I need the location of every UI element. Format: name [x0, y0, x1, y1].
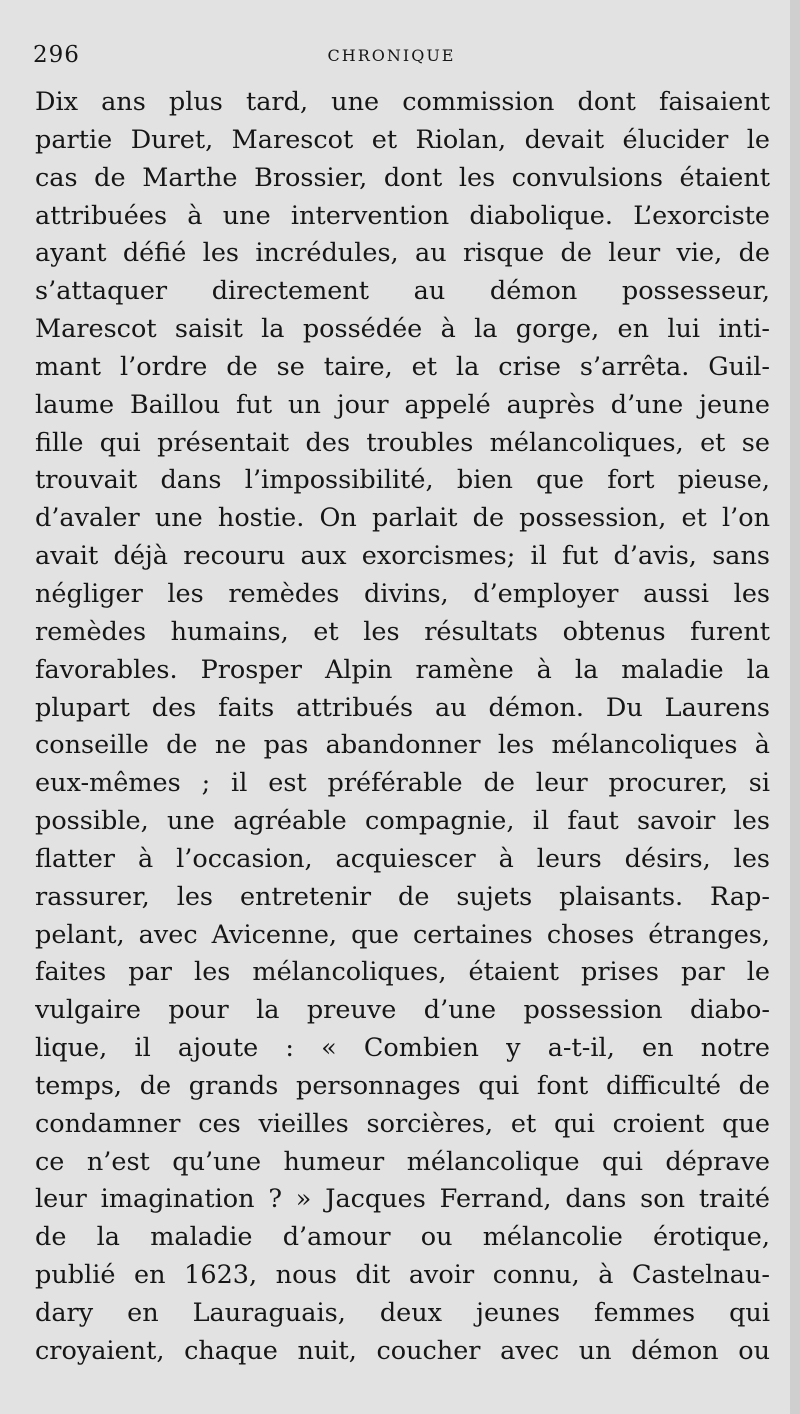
text-line: croyaient, chaque nuit, coucher avec un démon ou [35, 1335, 770, 1366]
text-line: partie Duret, Marescot et Riolan, devait élucider le [35, 124, 770, 155]
body-text [35, 84, 770, 1371]
text-line: flatter à l’occasion, acquiescer à leurs désirs, les [35, 843, 770, 874]
text-line: possible, une agréable compagnie, il faut savoir les [35, 806, 770, 837]
page-header [33, 42, 750, 76]
text-line: ayant défié les incrédules, au risque de leur vie, de [35, 238, 770, 269]
text-line: temps, de grands personnages qui font difficulté de [35, 1070, 770, 1101]
running-head: CHRONIQUE [327, 46, 456, 65]
text-line: faites par les mélancoliques, étaient prises par le [35, 957, 770, 988]
text-line: favorables. Prosper Alpin ramène à la maladie la [35, 654, 770, 685]
text-line: pelant, avec Avicenne, que certaines choses étranges, [35, 919, 770, 950]
text-line: condamner ces vieilles sorcières, et qui croient que [35, 1108, 770, 1139]
text-line: trouvait dans l’impossibilité, bien que fort pieuse, [35, 465, 770, 496]
text-line: négliger les remèdes divins, d’employer aussi les [35, 578, 770, 609]
text-line: Marescot saisit la possédée à la gorge, en lui inti- [35, 314, 770, 345]
text-line: de la maladie d’amour ou mélancolie érotique, [35, 1222, 770, 1253]
text-line: Dix ans plus tard, une commission dont faisaient [35, 87, 770, 117]
text-line: s’attaquer directement au démon possesseur, [35, 276, 770, 307]
text-line: dary en Lauraguais, deux jeunes femmes qui [35, 1298, 770, 1328]
text-line: cas de Marthe Brossier, dont les convulsions étaient [35, 162, 770, 193]
text-line: mant l’ordre de se taire, et la crise s’arrêta. Guil- [35, 351, 770, 382]
text-line: publié en 1623, nous dit avoir connu, à Castelnau- [35, 1260, 770, 1291]
text-line: ce n’est qu’une humeur mélancolique qui déprave [35, 1146, 770, 1177]
text-line: d’avaler une hostie. On parlait de possession, et l’on [35, 503, 770, 534]
text-line: vulgaire pour la preuve d’une possession diabo- [35, 995, 770, 1026]
text-line: avait déjà recouru aux exorcismes; il fut d’avis, sans [35, 541, 770, 572]
text-line: plupart des faits attribués au démon. Du Laurens [35, 692, 770, 723]
text-line: leur imagination ? » Jacques Ferrand, dans son traité [35, 1184, 770, 1215]
text-line: remèdes humains, et les résultats obtenus furent [35, 616, 770, 647]
page-number: 296 [33, 42, 80, 68]
text-line: attribuées à une intervention diabolique. L’exorciste [35, 200, 770, 231]
text-line: eux-mêmes ; il est préférable de leur procurer, si [35, 768, 770, 799]
text-line: lique, il ajoute : « Combien y a-t-il, en notre [35, 1033, 770, 1064]
text-line: laume Baillou fut un jour appelé auprès d’une jeune [35, 389, 770, 420]
text-line: conseille de ne pas abandonner les mélancoliques à [35, 730, 770, 761]
text-line: rassurer, les entretenir de sujets plaisants. Rap- [35, 881, 770, 912]
text-line: fille qui présentait des troubles mélancoliques, et se [35, 427, 770, 458]
